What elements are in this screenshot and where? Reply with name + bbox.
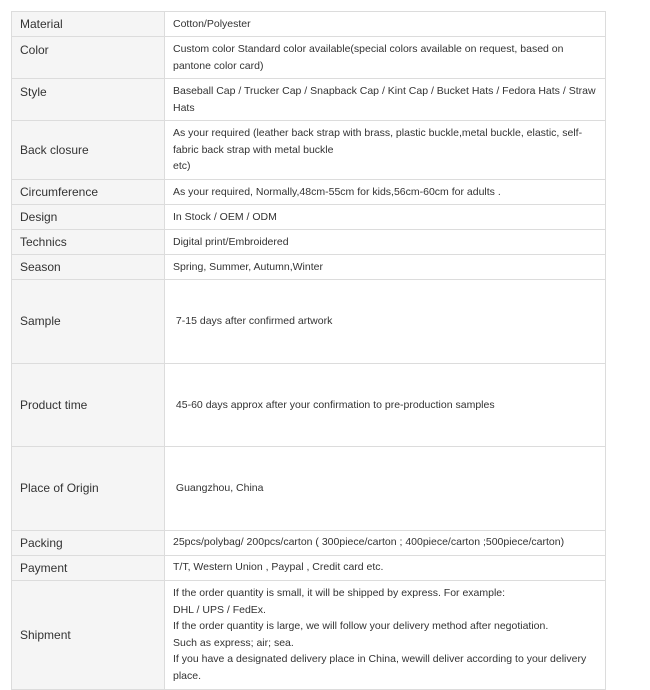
value-line: Hats: [173, 101, 195, 114]
row-value-payment: [165, 555, 606, 580]
row-label-shipment: Shipment: [12, 580, 165, 689]
value-line: Custom color Standard color available(special colors available on request, based on: [173, 43, 564, 55]
table-row: [12, 180, 606, 205]
value-line: DHL / UPS / FedEx.: [173, 603, 266, 616]
table-row: [12, 447, 606, 531]
row-label-design: Design: [12, 205, 165, 230]
value-line: 45-60 days approx after your confirmation to pre-production samples: [173, 398, 495, 411]
table-row: [12, 255, 606, 280]
row-label-circumference: Circumference: [12, 180, 165, 205]
table-row: [12, 555, 606, 580]
row-value-season: [165, 255, 606, 280]
spec-table-container: [11, 11, 606, 690]
row-label-style: Style: [12, 79, 165, 121]
table-row: [12, 12, 606, 37]
value-line: Digital print/Embroidered: [173, 235, 289, 248]
row-value-sample: [165, 280, 606, 364]
value-line: As your required, Normally,48cm-55cm for kids,56cm-60cm for adults .: [173, 185, 501, 198]
value-line: T/T, Western Union , Paypal , Credit card etc.: [173, 561, 384, 574]
table-row: [12, 530, 606, 555]
row-label-product-time: Product time: [12, 363, 165, 447]
value-line: Such as express; air; sea.: [173, 636, 294, 649]
table-row: [12, 79, 606, 121]
value-line: If you have a designated delivery place in China, wewill deliver according to your delivery: [173, 653, 587, 665]
row-value-design: [165, 205, 606, 230]
table-row: [12, 37, 606, 79]
row-value-style: [165, 79, 606, 121]
row-label-back-closure: Back closure: [12, 121, 165, 180]
row-value-back-closure: [165, 121, 606, 180]
value-line: If the order quantity is small, it will be shipped by express. For example:: [173, 587, 506, 599]
row-value-circumference: [165, 180, 606, 205]
row-value-shipment: [165, 580, 606, 689]
row-label-color: Color: [12, 37, 165, 79]
value-line: 25pcs/polybag/ 200pcs/carton ( 300piece/carton ; 400piece/carton ;500piece/carton): [173, 536, 565, 549]
value-line: Guangzhou, China: [173, 482, 264, 494]
row-label-place-of-origin: Place of Origin: [12, 447, 165, 531]
value-line: 7-15 days after confirmed artwork: [173, 315, 333, 327]
value-line: Spring, Summer, Autumn,Winter: [173, 260, 323, 273]
row-label-season: Season: [12, 255, 165, 280]
row-label-payment: Payment: [12, 555, 165, 580]
table-row: [12, 230, 606, 255]
value-line: place.: [173, 669, 202, 682]
row-label-material: Material: [12, 12, 165, 37]
row-value-material: [165, 12, 606, 37]
row-label-technics: Technics: [12, 230, 165, 255]
row-value-place-of-origin: [165, 447, 606, 531]
product-spec-table: [11, 11, 606, 690]
row-value-technics: [165, 230, 606, 255]
table-row: [12, 121, 606, 180]
row-value-product-time: [165, 363, 606, 447]
row-label-packing: Packing: [12, 530, 165, 555]
value-line: Cotton/Polyester: [173, 17, 251, 30]
value-line: etc): [173, 160, 191, 173]
row-value-packing: [165, 530, 606, 555]
value-line: In Stock / OEM / ODM: [173, 210, 277, 223]
table-row: [12, 363, 606, 447]
value-line: As your required (leather back strap with brass, plastic buckle,metal buckle, elastic, self-: [173, 127, 583, 140]
value-line: pantone color card): [173, 59, 264, 72]
value-line: fabric back strap with metal buckle: [173, 143, 334, 156]
value-line: Baseball Cap / Trucker Cap / Snapback Cap / Kint Cap / Bucket Hats / Fedora Hats / Straw: [173, 85, 596, 97]
table-row: [12, 205, 606, 230]
value-line: If the order quantity is large, we will follow your delivery method after negotiation.: [173, 620, 549, 632]
table-row: [12, 280, 606, 364]
row-value-color: [165, 37, 606, 79]
table-row: [12, 580, 606, 689]
row-label-sample: Sample: [12, 280, 165, 364]
